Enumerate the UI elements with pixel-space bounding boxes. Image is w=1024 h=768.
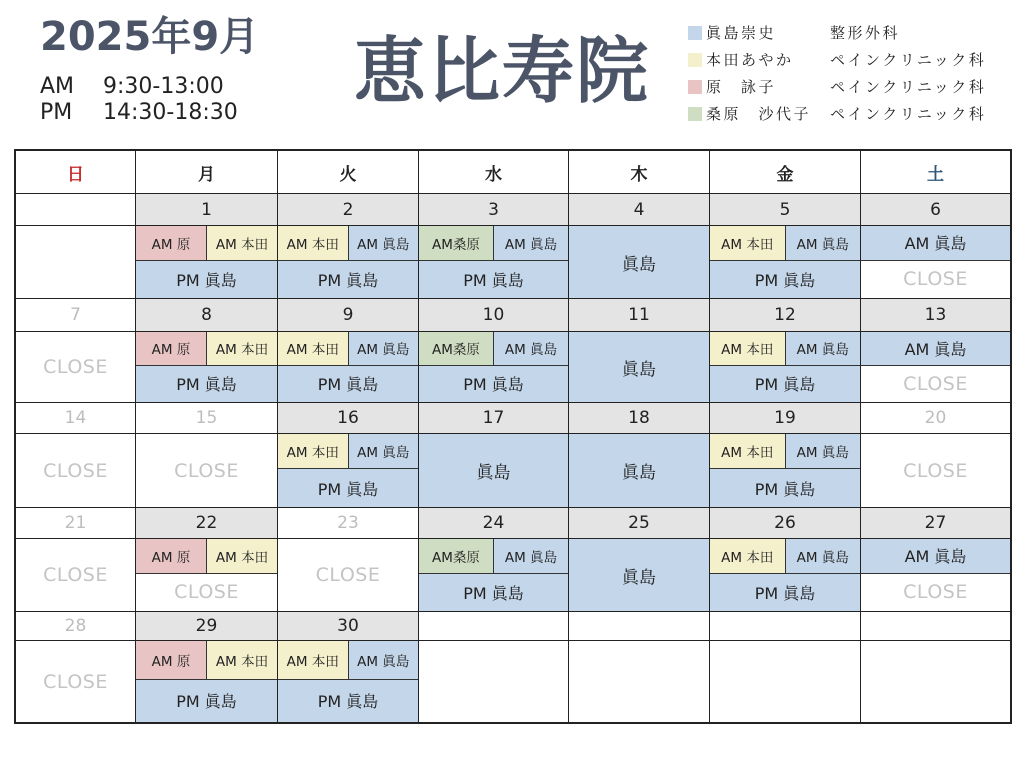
- am-doctor-slot: AM 本田: [710, 332, 785, 365]
- all-day-doctor-slot: 眞島: [569, 434, 709, 507]
- pm-doctor-slot: PM 眞島: [136, 261, 277, 298]
- am-doctor-slot: AM 眞島: [348, 332, 419, 365]
- pm-doctor-slot: PM 眞島: [278, 469, 418, 507]
- am-doctor-slot: AM 眞島: [348, 641, 419, 679]
- am-doctor-slot: AM 本田: [278, 641, 348, 679]
- weekday-header-wed: 水: [419, 151, 569, 194]
- am-doctor-slot: AM桑原: [419, 226, 493, 260]
- date-cell-3: 3: [419, 194, 569, 226]
- date-cell-2: 2: [278, 194, 419, 226]
- hours-pm-label: PM: [40, 100, 73, 125]
- close-label: CLOSE: [278, 539, 418, 611]
- date-cell-9: 9: [278, 299, 419, 332]
- schedule-cell-17: [419, 434, 569, 508]
- am-row: [136, 641, 277, 680]
- schedule-cell-empty: [861, 641, 1011, 723]
- pm-doctor-slot: PM 眞島: [710, 469, 860, 507]
- close-label: CLOSE: [16, 641, 135, 722]
- all-day-doctor-slot: 眞島: [569, 332, 709, 402]
- legend-color-swatch: [688, 80, 702, 94]
- legend-item: [688, 19, 986, 46]
- date-cell-25: 25: [569, 508, 710, 539]
- close-label: CLOSE: [861, 574, 1010, 611]
- am-doctor-slot: AM 本田: [206, 226, 277, 260]
- date-cell-29: 29: [136, 612, 278, 641]
- legend-doctor-name: 原 詠子: [706, 78, 777, 96]
- date-cell-empty: [710, 612, 861, 641]
- schedule-cell-29: [136, 641, 278, 723]
- date-cell-16: 16: [278, 403, 419, 434]
- date-cell-empty: [861, 612, 1011, 641]
- am-doctor-slot: AM 眞島: [861, 226, 1010, 260]
- schedule-cell-8: [136, 332, 278, 403]
- schedule-cell-5: [710, 226, 861, 299]
- am-row: [419, 332, 568, 366]
- am-row: [710, 226, 860, 261]
- am-doctor-slot: AM 原: [136, 641, 206, 679]
- schedule-cell-empty: [16, 226, 136, 299]
- am-doctor-slot: AM桑原: [419, 332, 493, 365]
- doctor-legend: [688, 19, 986, 127]
- pm-doctor-slot: PM 眞島: [710, 574, 860, 611]
- weekday-header-mon: 月: [136, 151, 278, 194]
- am-row: [278, 434, 418, 469]
- date-cell-21: 21: [16, 508, 136, 539]
- close-label: CLOSE: [16, 332, 135, 402]
- date-cell-22: 22: [136, 508, 278, 539]
- hours-pm-row: [40, 100, 238, 126]
- date-cell-empty: [419, 612, 569, 641]
- am-row: [419, 539, 568, 574]
- am-row: [136, 539, 277, 574]
- pm-doctor-slot: PM 眞島: [419, 366, 568, 402]
- legend-item: [688, 100, 986, 127]
- close-label: CLOSE: [16, 539, 135, 611]
- am-doctor-slot: AM 本田: [206, 539, 277, 573]
- weekday-header-thu: 木: [569, 151, 710, 194]
- am-doctor-slot: AM 眞島: [861, 539, 1010, 573]
- month-title: 2025年9月: [40, 14, 260, 60]
- am-row: [861, 539, 1010, 574]
- schedule-cell-13: [861, 332, 1011, 403]
- schedule-cell-25: [569, 539, 710, 612]
- hours-pm-time: 14:30-18:30: [103, 100, 238, 125]
- am-row: [710, 434, 860, 469]
- date-cell-26: 26: [710, 508, 861, 539]
- am-row: [278, 332, 418, 366]
- legend-doctor-name: 本田あやか: [706, 51, 794, 69]
- am-doctor-slot: AM 本田: [710, 539, 785, 573]
- am-doctor-slot: AM 本田: [278, 226, 348, 260]
- schedule-calendar: [15, 150, 1011, 723]
- date-cell-12: 12: [710, 299, 861, 332]
- legend-color-swatch: [688, 107, 702, 121]
- schedule-cell-30: [278, 641, 419, 723]
- pm-doctor-slot: PM 眞島: [278, 680, 418, 722]
- schedule-cell-empty: [569, 641, 710, 723]
- am-doctor-slot: AM 本田: [206, 332, 277, 365]
- date-cell-empty: [569, 612, 710, 641]
- clinic-name: 恵比寿院: [354, 29, 651, 113]
- am-doctor-slot: AM 眞島: [493, 226, 568, 260]
- am-doctor-slot: AM 眞島: [348, 226, 419, 260]
- close-label: CLOSE: [861, 366, 1010, 402]
- date-cell-20: 20: [861, 403, 1011, 434]
- date-cell-23: 23: [278, 508, 419, 539]
- schedule-cell-9: [278, 332, 419, 403]
- schedule-cell-14: [16, 434, 136, 508]
- date-cell-7: 7: [16, 299, 136, 332]
- date-cell-19: 19: [710, 403, 861, 434]
- weekday-header-sat: 土: [861, 151, 1011, 194]
- legend-color-swatch: [688, 53, 702, 67]
- pm-doctor-slot: PM 眞島: [710, 366, 860, 402]
- am-row: [710, 539, 860, 574]
- am-doctor-slot: AM 眞島: [785, 332, 861, 365]
- close-label: CLOSE: [136, 434, 277, 507]
- date-cell-1: 1: [136, 194, 278, 226]
- schedule-cell-24: [419, 539, 569, 612]
- schedule-cell-28: [16, 641, 136, 723]
- am-row: [861, 226, 1010, 261]
- schedule-cell-16: [278, 434, 419, 508]
- am-doctor-slot: AM 原: [136, 226, 206, 260]
- date-cell-5: 5: [710, 194, 861, 226]
- hours-am-label: AM: [40, 74, 75, 99]
- am-doctor-slot: AM 本田: [206, 641, 277, 679]
- date-cell-15: 15: [136, 403, 278, 434]
- legend-item: [688, 73, 986, 100]
- pm-doctor-slot: PM 眞島: [419, 574, 568, 611]
- am-doctor-slot: AM 原: [136, 332, 206, 365]
- schedule-cell-12: [710, 332, 861, 403]
- am-doctor-slot: AM 本田: [278, 434, 348, 468]
- schedule-cell-1: [136, 226, 278, 299]
- schedule-cell-10: [419, 332, 569, 403]
- legend-doctor-name: 眞島崇史: [706, 24, 777, 42]
- am-doctor-slot: AM 眞島: [493, 539, 568, 573]
- legend-item: [688, 46, 986, 73]
- close-label: CLOSE: [861, 434, 1010, 507]
- legend-department: ペインクリニック科: [830, 105, 987, 123]
- date-cell-4: 4: [569, 194, 710, 226]
- am-row: [710, 332, 860, 366]
- all-day-doctor-slot: 眞島: [419, 434, 568, 507]
- legend-department: ペインクリニック科: [830, 51, 987, 69]
- legend-department: 整形外科: [830, 24, 901, 42]
- date-cell-6: 6: [861, 194, 1011, 226]
- pm-doctor-slot: PM 眞島: [278, 261, 418, 298]
- close-label: CLOSE: [16, 434, 135, 507]
- schedule-cell-27: [861, 539, 1011, 612]
- schedule-cell-26: [710, 539, 861, 612]
- schedule-cell-19: [710, 434, 861, 508]
- legend-department: ペインクリニック科: [830, 78, 987, 96]
- pm-doctor-slot: PM 眞島: [136, 366, 277, 402]
- am-doctor-slot: AM 眞島: [493, 332, 568, 365]
- date-cell-30: 30: [278, 612, 419, 641]
- am-doctor-slot: AM 眞島: [348, 434, 419, 468]
- schedule-cell-23: [278, 539, 419, 612]
- weekday-header-fri: 金: [710, 151, 861, 194]
- date-cell-24: 24: [419, 508, 569, 539]
- am-row: [136, 332, 277, 366]
- am-row: [419, 226, 568, 261]
- schedule-cell-18: [569, 434, 710, 508]
- am-doctor-slot: AM 本田: [278, 332, 348, 365]
- schedule-cell-2: [278, 226, 419, 299]
- schedule-cell-20: [861, 434, 1011, 508]
- all-day-doctor-slot: 眞島: [569, 226, 709, 298]
- date-cell-17: 17: [419, 403, 569, 434]
- schedule-cell-7: [16, 332, 136, 403]
- date-cell-14: 14: [16, 403, 136, 434]
- weekday-header-tue: 火: [278, 151, 419, 194]
- am-doctor-slot: AM 本田: [710, 434, 785, 468]
- date-cell-13: 13: [861, 299, 1011, 332]
- schedule-cell-empty: [419, 641, 569, 723]
- hours-am-time: 9:30-13:00: [103, 74, 224, 99]
- pm-doctor-slot: PM 眞島: [710, 261, 860, 298]
- schedule-cell-15: [136, 434, 278, 508]
- am-doctor-slot: AM 本田: [710, 226, 785, 260]
- legend-doctor-name: 桑原 沙代子: [706, 105, 812, 123]
- am-doctor-slot: AM桑原: [419, 539, 493, 573]
- am-doctor-slot: AM 眞島: [785, 434, 861, 468]
- am-doctor-slot: AM 眞島: [785, 539, 861, 573]
- hours-am-row: [40, 74, 238, 100]
- am-row: [278, 226, 418, 261]
- pm-doctor-slot: PM 眞島: [278, 366, 418, 402]
- date-cell-28: 28: [16, 612, 136, 641]
- am-doctor-slot: AM 眞島: [861, 332, 1010, 365]
- schedule-cell-11: [569, 332, 710, 403]
- close-label: CLOSE: [136, 574, 277, 611]
- am-row: [861, 332, 1010, 366]
- date-cell-27: 27: [861, 508, 1011, 539]
- date-cell-18: 18: [569, 403, 710, 434]
- office-hours: [40, 74, 238, 126]
- schedule-cell-empty: [710, 641, 861, 723]
- am-row: [278, 641, 418, 680]
- date-cell-10: 10: [419, 299, 569, 332]
- date-cell-11: 11: [569, 299, 710, 332]
- pm-doctor-slot: PM 眞島: [419, 261, 568, 298]
- schedule-cell-22: [136, 539, 278, 612]
- schedule-cell-3: [419, 226, 569, 299]
- weekday-header-sun: 日: [16, 151, 136, 194]
- schedule-cell-4: [569, 226, 710, 299]
- close-label: CLOSE: [861, 261, 1010, 298]
- all-day-doctor-slot: 眞島: [569, 539, 709, 611]
- schedule-cell-6: [861, 226, 1011, 299]
- schedule-cell-21: [16, 539, 136, 612]
- am-doctor-slot: AM 眞島: [785, 226, 861, 260]
- legend-color-swatch: [688, 26, 702, 40]
- date-cell-8: 8: [136, 299, 278, 332]
- date-cell-empty: [16, 194, 136, 226]
- am-row: [136, 226, 277, 261]
- pm-doctor-slot: PM 眞島: [136, 680, 277, 722]
- am-doctor-slot: AM 原: [136, 539, 206, 573]
